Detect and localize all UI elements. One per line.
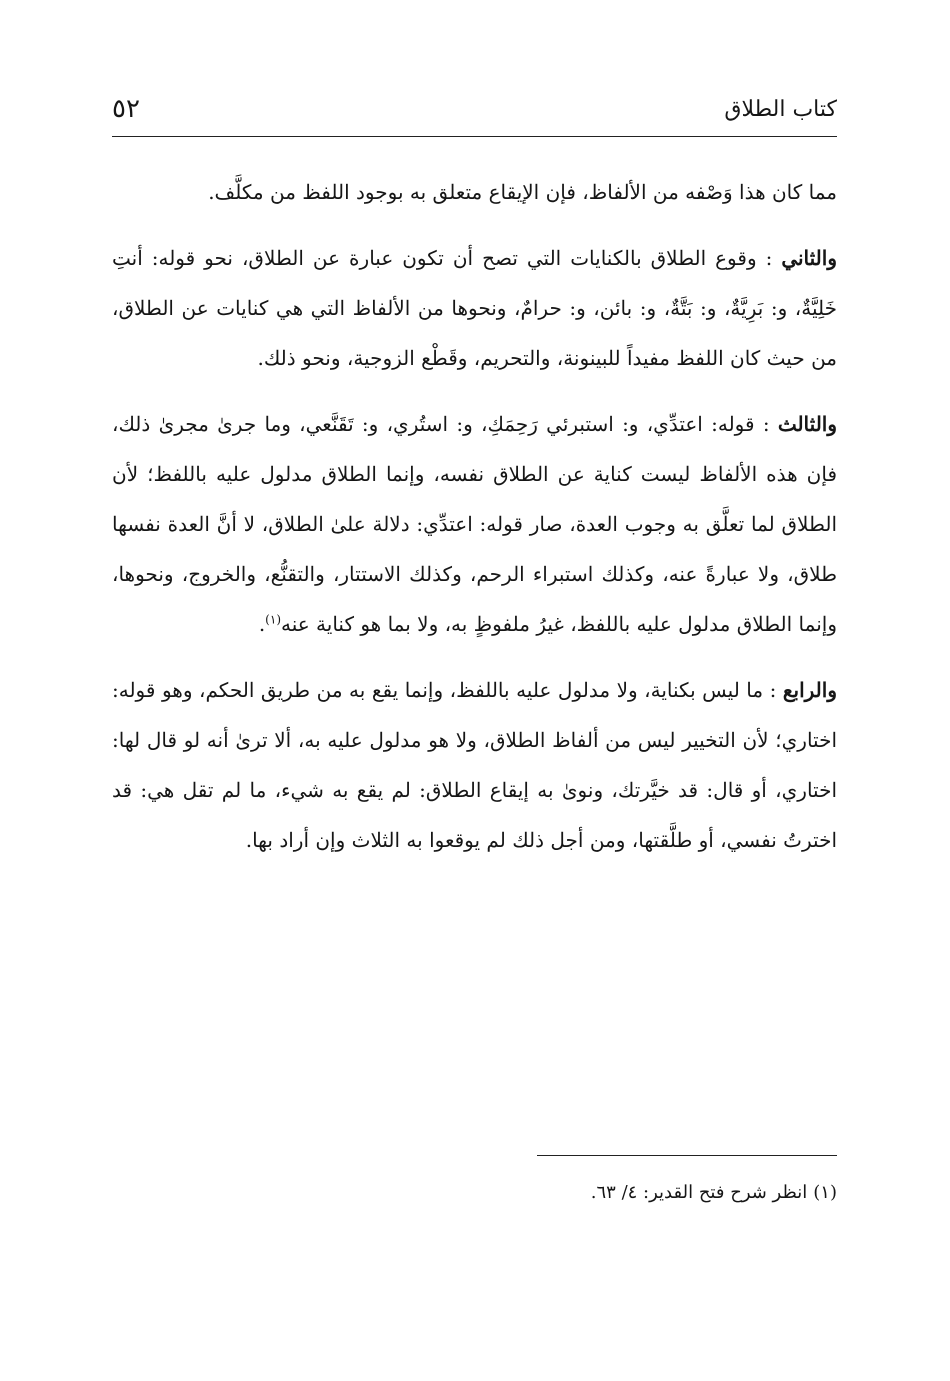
running-title: كتاب الطلاق — [724, 96, 837, 122]
paragraph-intro — [112, 167, 837, 217]
paragraph-lead: والرابع — [782, 678, 837, 702]
page-header — [112, 88, 837, 137]
paragraph-third — [112, 399, 837, 649]
footnote-reference[interactable]: (١) — [265, 612, 281, 627]
page-number: ٥٢ — [112, 94, 140, 124]
paragraph-fourth — [112, 665, 837, 865]
footnote-text: انظر شرح فتح القدير: ٤/ ٦٣. — [590, 1182, 808, 1203]
paragraph-text: : وقوع الطلاق بالكنايات التي تصح أن تكون عبارة عن الطلاق، نحو قوله: أنتِ خَلِيَّةٌ، و: بَرِيَّةٌ، و: بَتَّةٌ، و: بائن، و: حرامٌ، ونحوها من الألفاظ التي هي كنايات عن الطلاق، من حيث كان اللفظ مفيداً للبينونة، والتحريم، وقَطْع الزوجية، ونحو ذلك. — [112, 246, 837, 370]
footnotes-section — [112, 1155, 837, 1208]
paragraph-second — [112, 233, 837, 383]
paragraph-text: : قوله: اعتدِّي، و: استبرئي رَحِمَكِ، و: استُري، و: تَقَنَّعي، وما جرىٰ مجرىٰ ذلك، فإن هذه الألفاظ ليست كناية عن الطلاق نفسه، وإنما الطلاق مدلول عليه باللفظ؛ لأن الطلاق لما تعلَّق به وجوب العدة، صار قوله: اعتدِّي: دلالة علىٰ الطلاق، لا أنَّ العدة نفسها طلاق، ولا عبارةً عنه، وكذلك استبراء الرحم، وكذلك الاستتار، والتقنُّع، والخروج، ونحوها، وإنما الطلاق مدلول عليه باللفظ، غيرُ ملفوظٍ به، ولا بما هو كناية عنه — [112, 412, 838, 636]
paragraph-lead: والثاني — [781, 246, 837, 270]
paragraph-tail: . — [258, 612, 266, 636]
book-page — [112, 88, 837, 881]
body-text — [112, 167, 837, 865]
paragraph-text: مما كان هذا وَصْفه من الألفاظ، فإن الإيقاع متعلق به بوجود اللفظ من مكلَّف. — [208, 180, 837, 204]
footnote-number: (١) — [813, 1182, 837, 1203]
paragraph-text: : ما ليس بكناية، ولا مدلول عليه باللفظ، وإنما يقع به من طريق الحكم، وهو قوله: اختاري؛ لأن التخيير ليس من ألفاظ الطلاق، ولا هو مدلول عليه به، ألا ترىٰ أنه لو قال لها: اختاري، أو قال: قد خيَّرتك، ونوىٰ به إيقاع الطلاق: لم يقع به شيء، ما لم تقل هي: قد اخترتُ نفسي، أو طلَّقتها، ومن أجل ذلك لم يوقعوا به الثلاث وإن أراد بها. — [112, 678, 837, 852]
footnote-item — [112, 1178, 837, 1208]
paragraph-lead: والثالث — [777, 412, 837, 436]
footnote-divider — [537, 1155, 837, 1156]
